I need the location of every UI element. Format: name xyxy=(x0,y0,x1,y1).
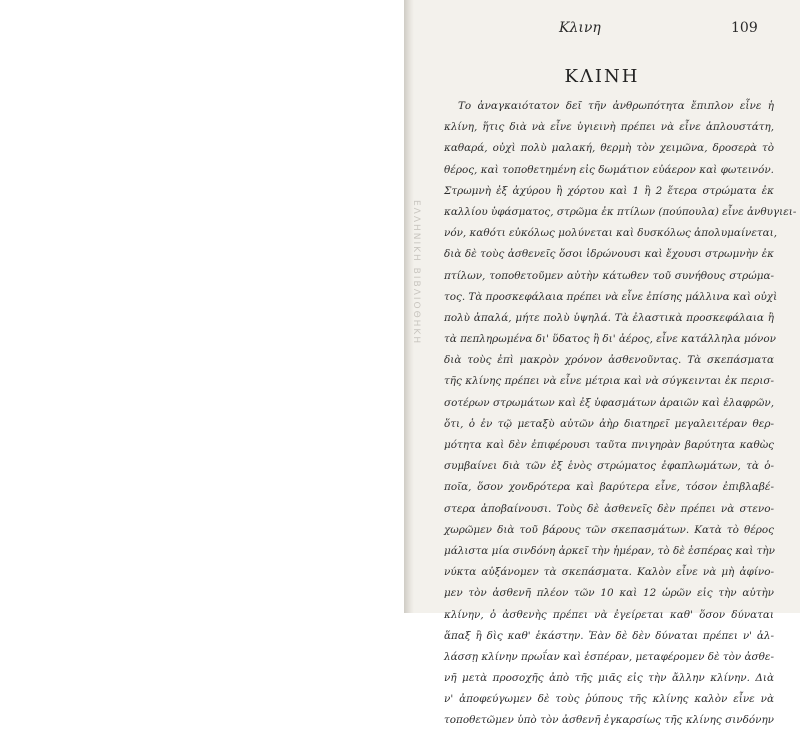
text-line: τος. Τὰ προσκεφάλαια πρέπει νὰ εἶνε ἐπίσης μάλλινα καὶ οὐχὶ xyxy=(444,290,778,303)
text-line: Στρωμνὴ ἐξ ἀχύρου ἢ χόρτου καὶ 1 ἢ 2 ἕτερα στρώματα ἐκ xyxy=(444,184,774,197)
running-head: Κλινη xyxy=(559,20,601,36)
text-line: καλλίου ὑφάσματος, στρῶμα ἐκ πτίλων (πούπουλα) εἶνε ἀνθυγιει- xyxy=(444,205,797,218)
text-line: λάσσῃ κλίνην πρωΐαν καὶ ἑσπέραν, μεταφέρομεν δὲ τὸν ἀσθε- xyxy=(444,650,774,663)
body-text xyxy=(444,96,797,732)
text-line: πολὺ ἁπαλά, μήτε πολὺ ὑψηλά. Τὰ ἐλαστικὰ προσκεφάλαια ἢ xyxy=(444,311,774,324)
text-line: χωρῶμεν διὰ τοῦ βάρους τῶν σκεπασμάτων. Κατὰ τὸ θέρος xyxy=(444,523,774,536)
text-line: νῆ μετὰ προσοχῆς ἀπὸ τῆς μιᾶς εἰς τὴν ἄλλην κλίνην. Διὰ xyxy=(444,672,774,685)
text-line: μότητα καὶ δὲν ἐπιφέρουσι ταῦτα πνιγηρὰν βαρύτητα καθὼς xyxy=(444,439,774,451)
text-line: ν' ἀποφεύγωμεν δὲ τοὺς ῥύπους τῆς κλίνης καλὸν εἶνε νὰ xyxy=(444,693,774,706)
blank-left-page xyxy=(0,0,404,613)
text-line: στερα ἀποβαίνουσι. Τοὺς δὲ ἀσθενεῖς δὲν πρέπει νὰ στενο- xyxy=(444,502,774,515)
text-line: διὰ τοὺς ἐπὶ μακρὸν χρόνον ἀσθενοῦντας. Τὰ σκεπάσματα xyxy=(444,354,774,367)
text-line: διὰ δὲ τοὺς ἀσθενεῖς ὅσοι ἱδρώνουσι καὶ ἔχουσι στρωμνὴν ἐκ xyxy=(444,248,774,261)
text-line: συμβαίνει διὰ τῶν ἐξ ἑνὸς στρώματος ἐφαπλωμάτων, τὰ ὁ- xyxy=(444,460,774,473)
text-line: μάλιστα μία σινδόνη ἀρκεῖ τὴν ἡμέραν, τὸ δὲ ἑσπέρας καὶ τὴν xyxy=(444,544,775,557)
text-line: Το ἀναγκαιότατον δεῖ τῆν ἀνθρωπότητα ἔπιπλον εἶνε ἡ xyxy=(458,100,774,112)
spine-stamp: ΕΛΛΗΝΙΚΗ ΒΙΒΛΙΟΘΗΚΗ xyxy=(411,200,421,346)
text-line: ποῖα, ὅσον χονδρότερα καὶ βαρύτερα εἶνε, τόσον ἐπιβλαβέ- xyxy=(444,481,774,494)
text-line: νόν, καθότι εὐκόλως μολύνεται καὶ δυσκόλως ἀπολυμαίνεται, xyxy=(444,227,778,240)
text-line: νύκτα αὐξάνομεν τὰ σκεπάσματα. Καλὸν εἶνε νὰ μὴ ἀφίνο- xyxy=(444,566,774,579)
text-line: θέρος, καὶ τοποθετημένη εἰς δωμάτιον εὐάερον καὶ φωτεινόν. xyxy=(444,163,774,176)
text-line: σοτέρων στρωμάτων καὶ ἐξ ὑφασμάτων ἀραιῶν καὶ ἐλαφρῶν, xyxy=(444,396,774,409)
text-line: τὰ πεπληρωμένα δι' ὕδατος ἢ δι' ἀέρος, εἶνε κατάλληλα μόνον xyxy=(444,333,776,346)
text-line: τῆς κλίνης πρέπει νὰ εἶνε μέτρια καὶ νὰ σύγκεινται ἐκ περισ- xyxy=(444,375,774,388)
text-line: τοποθετῶμεν ὑπὸ τὸν ἀσθενῆ ἐγκαρσίως τῆς κλίνης σινδόνην xyxy=(444,714,774,727)
text-line: πτίλων, τοποθετοῦμεν αὐτὴν κάτωθεν τοῦ συνήθους στρώμα- xyxy=(444,269,774,282)
chapter-title: ΚΛΙΝΗ xyxy=(564,66,640,87)
text-line: ὅτι, ὁ ἐν τῷ μεταξὺ αὐτῶν ἀὴρ διατηρεῖ μεγαλειτέραν θερ- xyxy=(444,417,774,430)
book-page xyxy=(404,0,800,727)
text-line: καθαρά, οὐχὶ πολὺ μαλακή, θερμὴ τὸν χειμῶνα, δροσερὰ τὸ xyxy=(444,142,774,155)
page-number: 109 xyxy=(731,20,758,36)
text-line: μεν τὸν ἀσθενῆ πλέον τῶν 10 καὶ 12 ὡρῶν εἰς τὴν αὐτὴν xyxy=(444,587,774,600)
text-line: κλίνη, ἥτις διὰ νὰ εἶνε ὑγιεινὴ πρέπει νὰ εἶνε ἁπλουστάτη, xyxy=(444,121,774,134)
text-line: ἅπαξ ἢ δὶς καθ' ἑκάστην. Ἐὰν δὲ δὲν δύναται πρέπει ν' ἀλ- xyxy=(444,629,774,642)
text-line: κλίνην, ὁ ἀσθενὴς πρέπει νὰ ἐγείρεται καθ' ὅσον δύναται xyxy=(444,608,774,621)
